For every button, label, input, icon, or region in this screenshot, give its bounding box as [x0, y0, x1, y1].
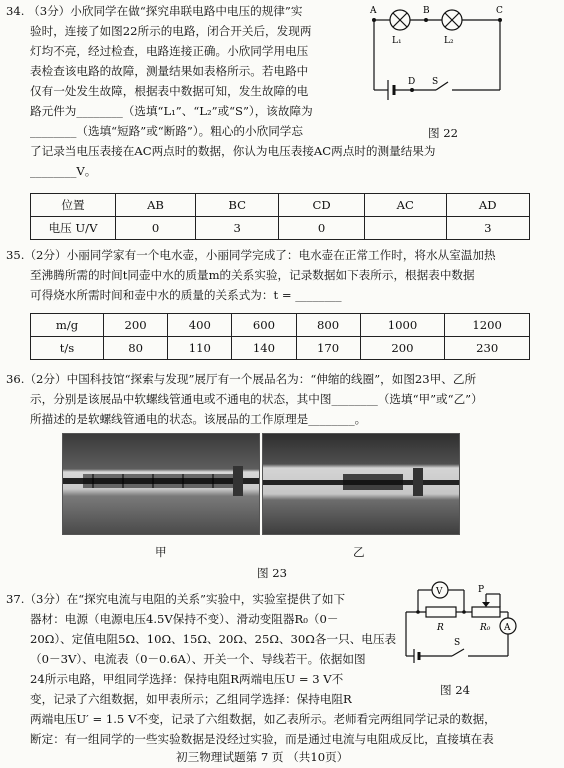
point-d-label: D	[408, 77, 416, 87]
voltmeter-label: V	[436, 587, 443, 597]
slider-p-label: P	[478, 585, 485, 595]
photo-yi	[262, 433, 460, 535]
table-cell: 110	[168, 337, 232, 360]
coil-image-yi	[263, 434, 459, 534]
table-cell: 140	[232, 337, 296, 360]
table-cell: BC	[196, 194, 279, 217]
point-c-label: C	[496, 6, 503, 16]
table-cell: m/g	[31, 314, 104, 337]
point-a-label: A	[370, 6, 377, 16]
photo-jia	[62, 433, 260, 535]
q35-line-2: 至沸腾所需的时间t同壶中水的质量m的关系实验，记录数据如下表所示，根据表中数据	[30, 268, 475, 282]
q34-line-7: ________（选填“短路”或“断路”）。粗心的小欣同学忘	[30, 124, 303, 138]
q35-line-1: 35.（2分）小丽同学家有一个电水壶，小丽同学完成了：电水壶在正常工作时，将水从室温加热	[6, 248, 496, 262]
q37-line-3: 20Ω）、定值电阻5Ω、10Ω、15Ω、20Ω、25Ω、30Ω各一只、电压表	[30, 632, 397, 646]
q34-line-1: 34. （3分）小欣同学在做“探究串联电路中电压的规律”实	[6, 4, 303, 18]
time-mass-table	[30, 313, 530, 360]
point-b-label: B	[423, 6, 430, 16]
table-cell: AD	[446, 194, 529, 217]
table-cell: 200	[360, 337, 445, 360]
table-cell: 170	[296, 337, 360, 360]
table-cell: 位置	[31, 194, 116, 217]
table-cell: 0	[116, 217, 196, 240]
q34-line-6: 路元件为________（选填“L₁”、“L₂”或“S”），该故障为	[30, 104, 313, 118]
table-cell: 电压 U/V	[31, 217, 116, 240]
voltage-table	[30, 193, 530, 240]
photo-jia-label: 甲	[155, 545, 167, 559]
switch-s-label: S	[454, 638, 461, 648]
q36-line-3: 所描述的是软螺线管通电的状态。该展品的工作原理是________。	[30, 412, 367, 426]
q37-line-2: 器材：电源（电源电压4.5V保持不变）、滑动变阻器R₀（0－	[30, 612, 339, 626]
q36-line-2: 示，分别是该展品中软螺线管通电或不通电的状态，其中图________（选填“甲”或“乙”）	[30, 392, 483, 406]
q34-line-8: 了记录当电压表接在AC两点时的数据，你认为电压表接AC两点时的测量结果为	[30, 144, 436, 158]
switch-s-label: S	[432, 77, 439, 87]
photo-yi-label: 乙	[353, 545, 365, 559]
figure-23-caption: 图 23	[257, 566, 288, 580]
q36-line-1: 36.（2分）中国科技馆“探索与发现”展厅有一个展品名为：“伸缩的线圈”，如图23甲、乙所	[6, 372, 477, 386]
q34-line-9: ________V。	[30, 164, 97, 178]
lamp-l1-label: L₁	[392, 36, 402, 46]
table-cell: CD	[279, 194, 365, 217]
table-cell: 1200	[445, 314, 530, 337]
q34-line-2: 验时，连接了如图22所示的电路，闭合开关后，发现两	[30, 24, 312, 38]
table-cell: 1000	[360, 314, 445, 337]
table-cell: 230	[445, 337, 530, 360]
page-footer: 初三物理试题第 7 页 （共10页）	[176, 750, 349, 764]
table-cell: t/s	[31, 337, 104, 360]
table-cell: 400	[168, 314, 232, 337]
q34-line-3: 灯均不亮，经过检查，电路连接正确。小欣同学用电压	[30, 44, 309, 58]
figure-24-circuit	[396, 578, 526, 670]
q34-line-5: 仅有一处发生故障，根据表中数据可知，发生故障的电	[30, 84, 309, 98]
q37-line-6: 变，记录了六组数据，如甲表所示；乙组同学选择：保持电阻R	[30, 692, 352, 706]
figure-22-caption: 图 22	[428, 126, 459, 140]
table-cell: 0	[279, 217, 365, 240]
table-cell: 80	[104, 337, 168, 360]
q37-line-4: （0－3V）、电流表（0－0.6A）、开关一个、导线若干。依据如图	[30, 652, 366, 666]
coil-image-jia	[63, 434, 259, 534]
q37-line-1: 37.（3分）在“探究电流与电阻的关系”实验中，实验室提供了如下	[6, 592, 346, 606]
q35-line-3: 可得烧水所需时间和壶中水的质量的关系式为：t = ________	[30, 288, 342, 302]
table-cell: AB	[116, 194, 196, 217]
q37-line-7: 两端电压U′ = 1.5 V不变，记录了六组数据，如乙表所示。老师看完两组同学记录的数据，	[30, 712, 496, 726]
table-cell: 600	[232, 314, 296, 337]
resistor-r-label: R	[437, 623, 444, 633]
q37-line-8: 断定：有一组同学的一些实验数据是没经过实验，而是通过电流与电阻成反比，直接填在表	[30, 732, 494, 746]
table-cell: 3	[446, 217, 529, 240]
figure-22-circuit	[344, 0, 520, 108]
rheostat-r0-label: R₀	[480, 623, 491, 633]
table-cell	[364, 217, 446, 240]
figure-24-caption: 图 24	[440, 683, 471, 697]
table-cell: 200	[104, 314, 168, 337]
table-cell: AC	[364, 194, 446, 217]
table-cell: 3	[196, 217, 279, 240]
lamp-l2-label: L₂	[444, 36, 454, 46]
table-cell: 800	[296, 314, 360, 337]
ammeter-label: A	[504, 623, 511, 633]
q37-line-5: 24所示电路，甲组同学选择：保持电阻R两端电压U = 3 V不	[30, 672, 344, 686]
q34-line-4: 表检查该电路的故障，测量结果如表格所示。若电路中	[30, 64, 309, 78]
